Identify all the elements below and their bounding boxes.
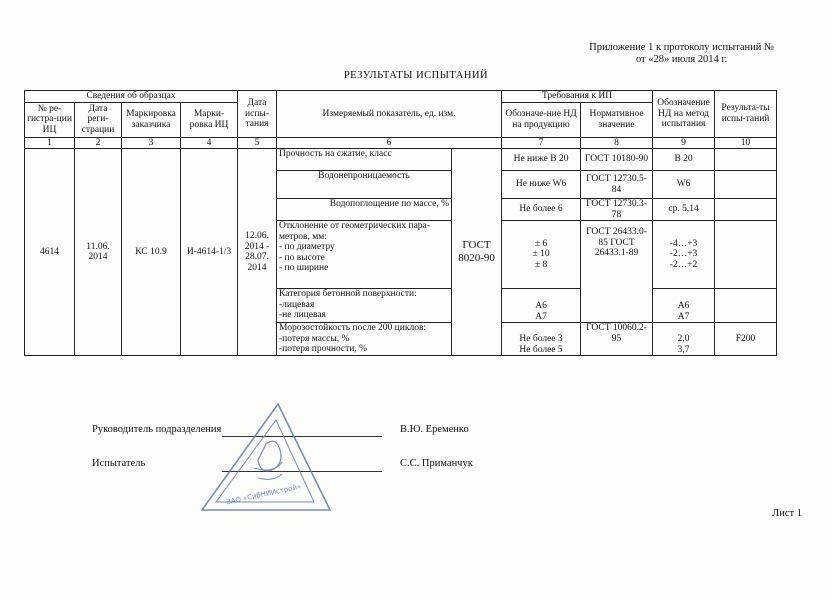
stamp-text: ЗАО «СибНИИстрой» (225, 482, 302, 507)
note-cell: F200 (715, 323, 777, 356)
indicator-sub: -потеря прочности, % (279, 344, 368, 354)
indicator-title: Отклонение от геометрических пара-метров, мм: (279, 221, 430, 242)
result-cell (653, 221, 715, 289)
reg-number: 4614 (25, 149, 75, 356)
method-cell: ГОСТ 10060.2-95 (581, 323, 653, 356)
result-cell (653, 289, 715, 323)
result-cell: В 20 (653, 149, 715, 171)
norm-cell: Не ниже В 20 (502, 149, 581, 171)
company-stamp-seal (196, 398, 336, 518)
indicator-cell (277, 221, 452, 289)
table-row (25, 149, 777, 171)
result-line: -4…+3 (669, 238, 698, 249)
norm-line: А6 (535, 301, 547, 311)
note-cell (715, 171, 777, 199)
norm-cell (502, 323, 581, 356)
indicator-cell (277, 289, 452, 323)
header-reg-date: Дата реги-страции (75, 102, 122, 137)
result-line: -2…+2 (669, 259, 698, 270)
norm-line: А7 (535, 311, 547, 322)
header-nd-method: Обозначение НД на метод испытания (653, 91, 715, 138)
indicator-sub: - по ширине (279, 263, 329, 273)
result-line: 2,0 (677, 334, 690, 344)
indicator-title: Морозостойкость после 200 циклов: (279, 323, 427, 333)
col-num: 2 (75, 137, 122, 149)
result-line: -2…+3 (669, 249, 698, 260)
indicator-sub: - по диаметру (279, 242, 335, 252)
tester-label: Испытатель (92, 458, 146, 469)
indicator-sub: - по высоте (279, 252, 325, 263)
header-test-date: Дата испы-тания (238, 91, 277, 138)
norm-line: Не более 5 (519, 344, 563, 355)
customer-mark: КС 10.9 (122, 149, 181, 356)
norm-cell (502, 289, 581, 323)
results-table (24, 90, 777, 356)
sheet-number: Лист 1 (772, 508, 802, 519)
result-line: 3,7 (677, 344, 690, 355)
col-num: 1 (25, 137, 75, 149)
ic-mark: И-4614-1/3 (181, 149, 238, 356)
header-nd-product: Обозначе-ние НД на продукцию (502, 102, 581, 137)
header-group-samples: Сведения об образцах (25, 91, 238, 103)
result-cell: W6 (653, 171, 715, 199)
norm-line: ± 6 (534, 238, 548, 249)
method-cell: ГОСТ 10180-90 (581, 149, 653, 171)
result-line: А7 (677, 311, 690, 322)
norm-cell (502, 221, 581, 289)
col-num: 8 (581, 137, 653, 149)
col-num: 6 (277, 137, 502, 149)
header-norm: Нормативное значение (581, 102, 653, 137)
appendix-line-2: от «28» июля 2014 г. (635, 54, 728, 65)
col-num: 5 (238, 137, 277, 149)
reg-date: 11.06. 2014 (75, 149, 122, 356)
col-num: 9 (653, 137, 715, 149)
appendix-line-1: Приложение 1 к протоколу испытаний № (589, 42, 774, 53)
note-cell (715, 199, 777, 221)
indicator-cell: Водопоглощение по массе, % (277, 199, 452, 221)
method-cell: ГОСТ 12730.5-84 (581, 171, 653, 199)
test-date: 12.06. 2014 - 28.07. 2014 (238, 149, 277, 356)
col-num: 4 (181, 137, 238, 149)
norm-line: Не более 3 (519, 334, 563, 344)
norm-line: ± 10 (532, 249, 550, 260)
method-cell: ГОСТ 12730.3-78 (581, 199, 653, 221)
header-ic-mark: Марки-ровка ИЦ (181, 102, 238, 137)
col-num: 3 (122, 137, 181, 149)
note-cell (715, 221, 777, 289)
header-reg-no: № ре-гистра-ции ИЦ (25, 102, 75, 137)
result-line: А6 (677, 301, 690, 311)
indicator-cell: Прочность на сжатие, класс (277, 149, 452, 171)
norm-cell: Не более 6 (502, 199, 581, 221)
method-cell: ГОСТ 26433.0-85 ГОСТ 26433.1-89 (581, 221, 653, 323)
head-name: В.Ю. Еременко (400, 424, 469, 435)
note-cell (715, 289, 777, 323)
header-group-requirements: Требования к ИП (502, 91, 653, 103)
nd-product: ГОСТ 8020-90 (452, 149, 502, 356)
indicator-sub: -не лицевая (279, 310, 326, 320)
indicator-title: Категория бетонной поверхности: (279, 289, 417, 299)
header-indicator: Измеряемый показатель, ед. изм. (277, 91, 502, 138)
tester-name: С.С. Приманчук (400, 458, 473, 469)
header-customer-mark: Маркировка заказчика (122, 102, 181, 137)
indicator-cell (277, 323, 452, 356)
head-label: Руководитель подразделения (92, 424, 222, 435)
indicator-sub: -лицевая (279, 299, 315, 310)
result-cell (653, 323, 715, 356)
indicator-sub: -потеря массы, % (279, 333, 350, 344)
appendix-header (589, 42, 774, 66)
note-cell (715, 149, 777, 171)
col-num: 10 (715, 137, 777, 149)
norm-cell: Не ниже W6 (502, 171, 581, 199)
indicator-cell: Водонепроницаемость (277, 171, 452, 199)
column-numbers-row (25, 137, 777, 149)
result-cell: ср. 5,14 (653, 199, 715, 221)
header-result: Результа-ты испы-таний (715, 91, 777, 138)
col-num: 7 (502, 137, 581, 149)
norm-line: ± 8 (534, 259, 548, 270)
page-title: РЕЗУЛЬТАТЫ ИСПЫТАНИЙ (343, 70, 489, 81)
